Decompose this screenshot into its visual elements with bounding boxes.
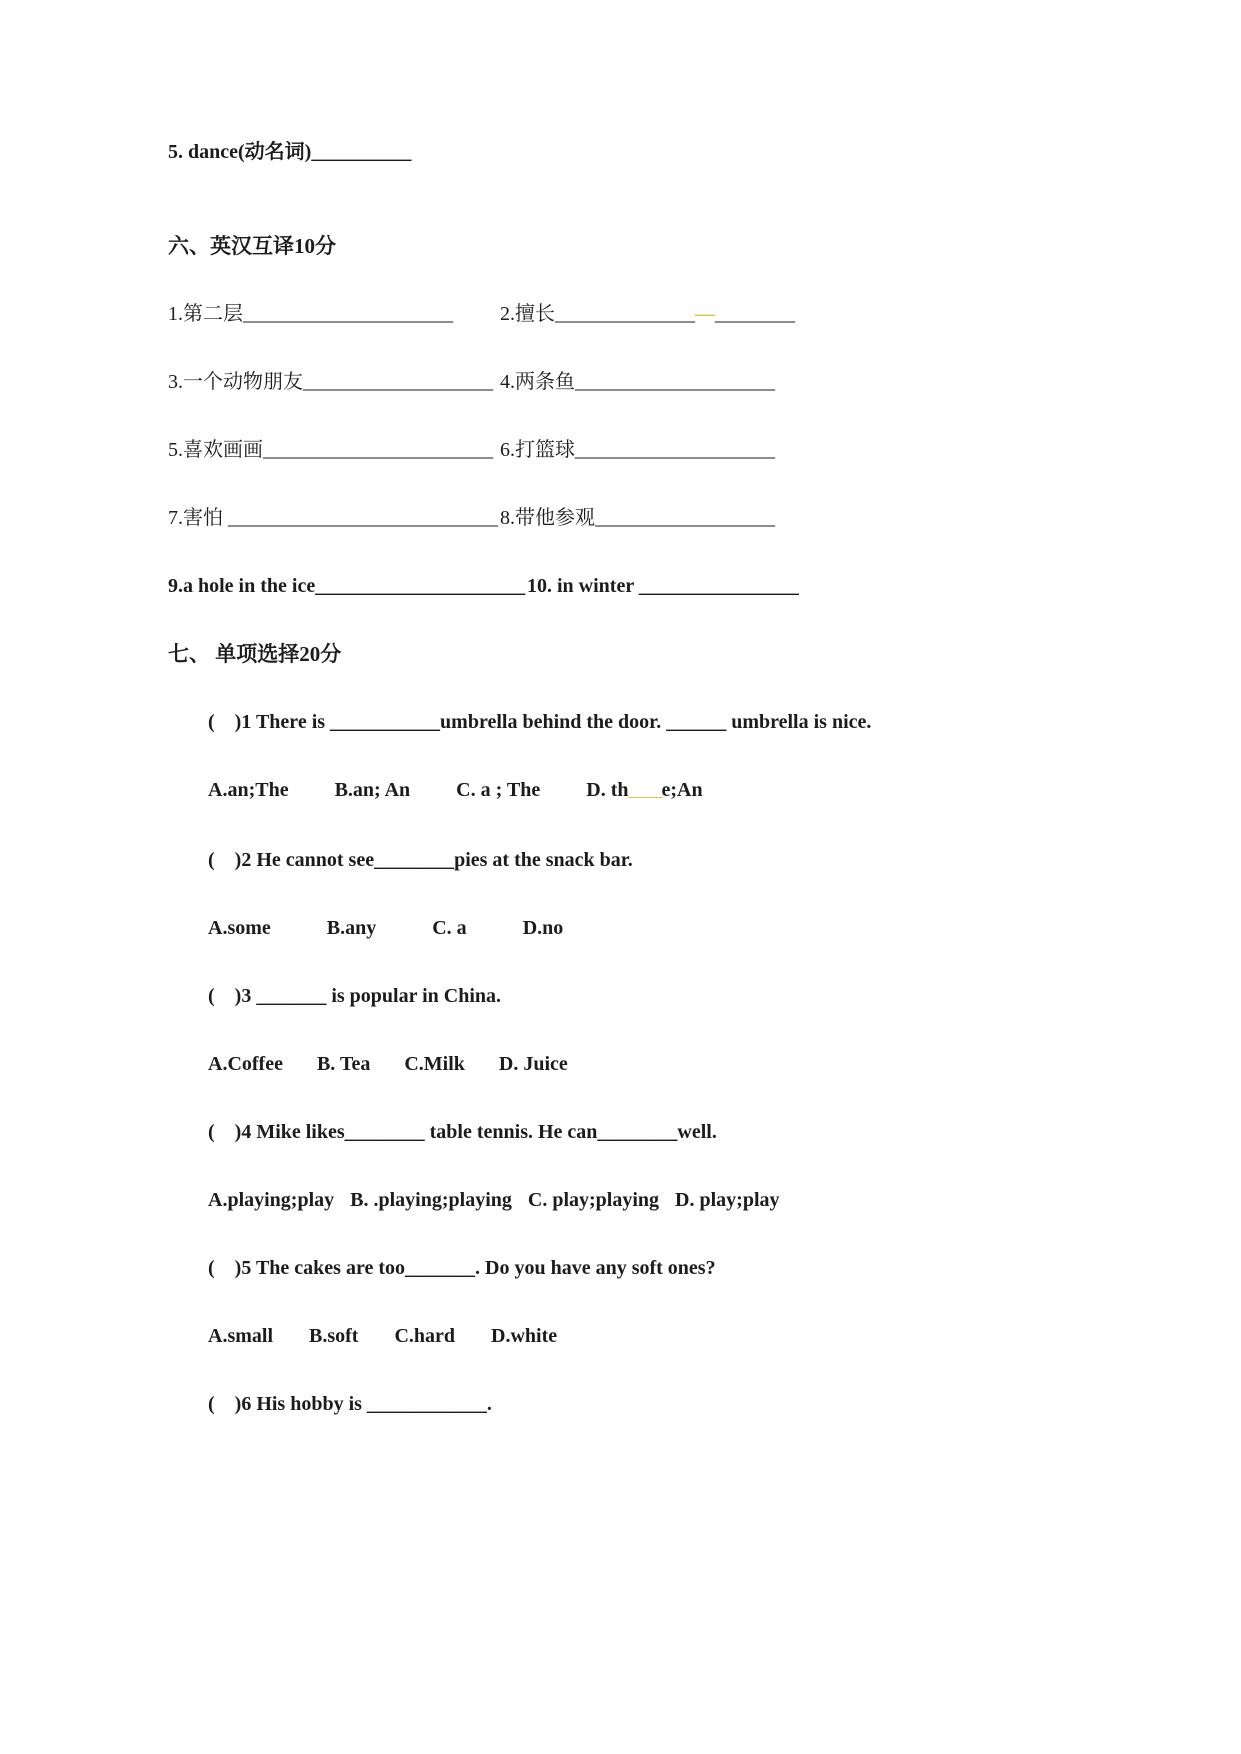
option-a: A.some — [208, 917, 271, 939]
translation-item-6 — [500, 436, 775, 464]
translation-item-2 — [500, 300, 795, 328]
item-label: 10. in winter — [527, 575, 639, 597]
option-b: B.soft — [309, 1325, 359, 1347]
item-label: 4.两条鱼 — [500, 371, 575, 393]
item-label: 3.一个动物朋友 — [168, 371, 303, 393]
question-6-stem: ( )6 His hobby is ____________. — [208, 1393, 492, 1415]
question-4-options — [208, 1186, 1161, 1214]
question-4-stem: ( )4 Mike likes________ table tennis. He can________well. — [208, 1121, 717, 1143]
option-d-text: e;An — [661, 779, 703, 801]
blank-line: ___________________________ — [228, 507, 498, 529]
item-label: 7.害怕 — [168, 507, 228, 529]
option-c: C. play;playing — [527, 1189, 660, 1211]
question-1-stem: ( )1 There is ___________umbrella behind the door. ______ umbrella is nice. — [208, 711, 872, 733]
translation-item-10 — [527, 572, 799, 600]
option-a: A.playing;play — [208, 1189, 335, 1211]
option-c: C.hard — [394, 1325, 456, 1347]
word-form-label: 5. dance(动名词) — [168, 141, 312, 163]
translation-item-5 — [168, 436, 500, 464]
option-d-text: D. th — [586, 779, 629, 801]
translation-row-1-2 — [168, 300, 1161, 328]
question-5-options — [208, 1322, 1161, 1350]
blank-line: ________________ — [638, 575, 799, 597]
item-label: 5.喜欢画画 — [168, 439, 263, 461]
translation-row-3-4 — [168, 368, 1161, 396]
question-3-options — [208, 1050, 1161, 1078]
blank-line: __________ — [311, 141, 412, 163]
section-seven-title: 七、 单项选择20分 — [168, 642, 342, 666]
item-label: 8.带他参观 — [500, 507, 595, 529]
option-b: B. .playing;playing — [350, 1189, 512, 1211]
question-3-stem: ( )3 _______ is popular in China. — [208, 985, 502, 1007]
item-label: 9.a hole in the ice — [168, 575, 316, 597]
question-1-options — [208, 776, 1161, 806]
item-label: 1.第二层 — [168, 303, 243, 325]
section-six-title: 六、英汉互译10分 — [168, 234, 336, 258]
option-d: D. Juice — [498, 1053, 568, 1075]
blank-line: ________ — [715, 303, 795, 325]
translation-item-3 — [168, 368, 500, 396]
option-d: D. play;play — [675, 1189, 780, 1211]
translation-row-5-6 — [168, 436, 1161, 464]
item-label: 2.擅长 — [500, 303, 555, 325]
option-a: A.small — [208, 1325, 273, 1347]
option-c: C. a — [432, 917, 467, 939]
option-b: B. Tea — [316, 1053, 371, 1075]
option-d — [586, 776, 702, 806]
word-form-line — [168, 138, 1161, 166]
option-c: C.Milk — [404, 1053, 465, 1075]
translation-row-9-10 — [168, 572, 1161, 600]
blank-line: ____________________ — [575, 371, 775, 393]
yellow-highlight-dash: — — [695, 303, 715, 325]
blank-line: ____________________ — [575, 439, 775, 461]
translation-item-9 — [168, 572, 527, 600]
blank-line: _____________________ — [243, 303, 453, 325]
option-b: B.an; An — [334, 779, 411, 801]
question-5-stem: ( )5 The cakes are too_______. Do you have any soft ones? — [208, 1257, 716, 1279]
translation-item-1 — [168, 300, 500, 328]
option-d: D.no — [522, 917, 564, 939]
question-2-stem: ( )2 He cannot see________pies at the snack bar. — [208, 849, 633, 871]
blank-line: _____________________ — [315, 575, 526, 597]
blank-line: ______________ — [555, 303, 695, 325]
option-a: A.Coffee — [208, 1053, 283, 1075]
blank-line: _______________________ — [263, 439, 493, 461]
blank-line: ___________________ — [303, 371, 493, 393]
item-label: 6.打篮球 — [500, 439, 575, 461]
question-2-options — [208, 914, 1161, 942]
option-c: C. a ; The — [456, 779, 541, 801]
translation-item-7 — [168, 504, 500, 532]
option-a: A.an;The — [208, 779, 289, 801]
option-b: B.any — [326, 917, 377, 939]
option-d: D.white — [491, 1325, 558, 1347]
blank-line: __________________ — [595, 507, 775, 529]
translation-item-4 — [500, 368, 775, 396]
yellow-highlight-mark: ______ — [628, 784, 662, 799]
translation-item-8 — [500, 504, 775, 532]
translation-row-7-8 — [168, 504, 1161, 532]
